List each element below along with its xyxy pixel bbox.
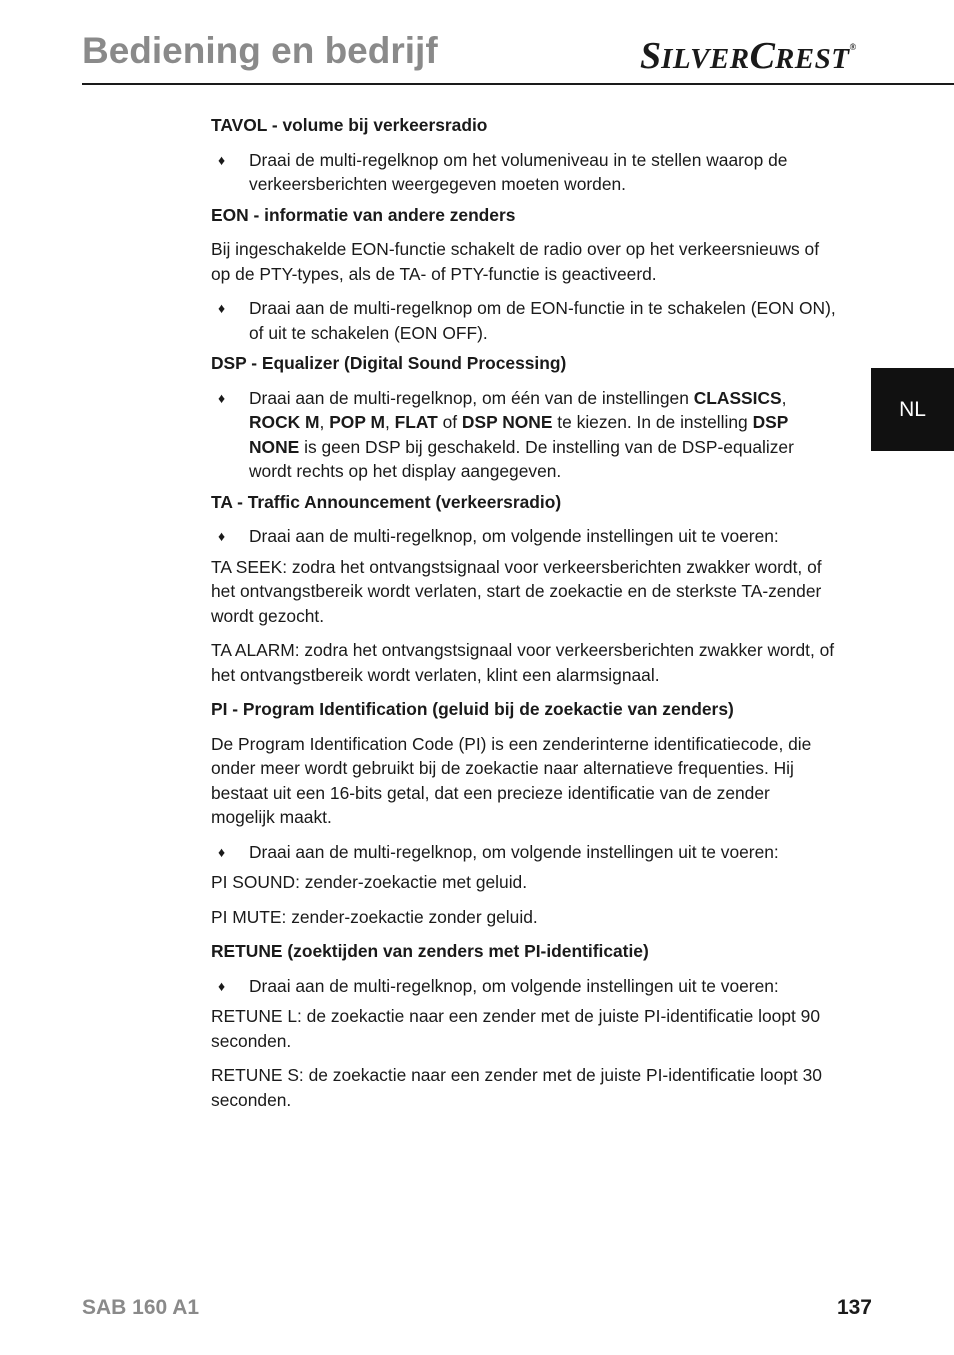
brand-part-ilver: ILVER: [661, 43, 750, 75]
setting-dsp-none: DSP NONE: [461, 412, 553, 432]
text-run: te kiezen. In de instelling: [552, 412, 753, 432]
text-run: ,: [781, 387, 787, 408]
bullet-item: [211, 524, 836, 549]
brand-letter-s: S: [640, 35, 662, 77]
setting-pop-m: POP M: [329, 412, 385, 432]
paragraph: RETUNE S: de zoekactie naar een zender met de juiste PI-identificatie loopt 30 seconden.: [211, 1065, 822, 1110]
setting-flat: FLAT: [394, 412, 438, 432]
paragraph: RETUNE L: de zoekactie naar een zender met de juiste PI-identificatie loopt 90 seconden.: [211, 1006, 821, 1051]
diamond-bullet-icon: ♦: [218, 389, 226, 406]
bullet-item: [211, 296, 836, 345]
text-run: ,: [319, 412, 330, 432]
paragraph: Bij ingeschakelde EON-functie schakelt de radio over op het verkeersnieuws of op de PTY-types, als de TA- of PTY-functie is geactiveerd.: [211, 239, 820, 284]
diamond-bullet-icon: ♦: [218, 843, 226, 860]
paragraph: TA SEEK: zodra het ontvangstsignaal voor verkeersberichten zwakker wordt, of het ontvangstbereik wordt verlaten, start de zoekactie en de sterkste TA-zender wordt gezocht.: [211, 556, 822, 626]
setting-rock-m: ROCK M: [249, 412, 320, 432]
language-tab: [871, 368, 954, 451]
section-heading-retune: RETUNE (zoektijden van zenders met PI-identificatie): [211, 941, 649, 961]
text-run: ,: [384, 412, 395, 432]
footer-page-number: 137: [836, 1296, 872, 1319]
text-run: of: [437, 412, 462, 432]
page-content: [211, 113, 836, 1122]
section-heading-eon: EON - informatie van andere zenders: [211, 204, 516, 225]
paragraph: PI MUTE: zender-zoekactie zonder geluid.: [211, 906, 538, 927]
bullet-text: Draai aan de multi-regelknop, om volgende instellingen uit te voeren:: [249, 526, 779, 546]
brand-logo: [640, 34, 856, 78]
bullet-item: [211, 386, 836, 484]
bullet-text: Draai aan de multi-regelknop om de EON-functie in te schakelen (EON ON), of uit te schakelen (EON OFF).: [249, 298, 836, 343]
diamond-bullet-icon: ♦: [218, 300, 226, 316]
brand-letter-c: C: [749, 35, 775, 77]
brand-part-rest: REST: [774, 43, 850, 75]
registered-mark: ®: [849, 42, 857, 52]
section-heading-dsp: DSP - Equalizer (Digital Sound Processing): [211, 353, 567, 373]
bullet-item: [211, 974, 836, 999]
section-heading-tavol: TAVOL - volume bij verkeersradio: [211, 115, 488, 135]
header-divider: [82, 83, 954, 85]
setting-dsp-none: DSP NONE: [249, 412, 789, 457]
text-run: is geen DSP bij geschakeld. De instelling van de DSP-equalizer wordt rechts op het display aangegeven.: [249, 436, 794, 481]
bullet-text: Draai aan de multi-regelknop, om volgende instellingen uit te voeren:: [249, 975, 779, 996]
bullet-item: [211, 840, 836, 865]
diamond-bullet-icon: ♦: [218, 528, 226, 544]
page-title: Bediening en bedrijf: [82, 30, 438, 71]
paragraph: De Program Identification Code (PI) is een zenderinterne identificatiecode, die onder meer wordt gebruikt bij de zoekactie naar alternatieve frequenties. Hij bestaat uit een 16-bits getal, dat een precieze identificatie van de zender mogelijk maakt.: [211, 733, 812, 827]
section-heading-pi: PI - Program Identification (geluid bij de zoekactie van zenders): [211, 699, 734, 719]
paragraph: PI SOUND: zender-zoekactie met geluid.: [211, 872, 528, 892]
language-tab-label: NL: [899, 397, 926, 421]
bullet-text: [249, 388, 794, 482]
setting-classics: CLASSICS: [693, 387, 782, 408]
section-heading-ta: TA - Traffic Announcement (verkeersradio): [211, 491, 562, 512]
bullet-text: Draai aan de multi-regelknop, om volgende instellingen uit te voeren:: [249, 841, 779, 862]
bullet-item: [211, 148, 836, 197]
diamond-bullet-icon: ♦: [218, 151, 226, 168]
text-run: Draai aan de multi-regelknop, om één van de instellingen: [249, 387, 694, 408]
bullet-text: Draai de multi-regelknop om het volumeniveau in te stellen waarop de verkeersberichten weergegeven moeten worden.: [249, 149, 788, 194]
diamond-bullet-icon: ♦: [218, 977, 226, 994]
paragraph: TA ALARM: zodra het ontvangstsignaal voor verkeersberichten zwakker wordt, of het ontvangstbereik wordt verlaten, klint een alarmsignaal.: [211, 640, 835, 685]
footer-model: SAB 160 A1: [82, 1296, 200, 1319]
